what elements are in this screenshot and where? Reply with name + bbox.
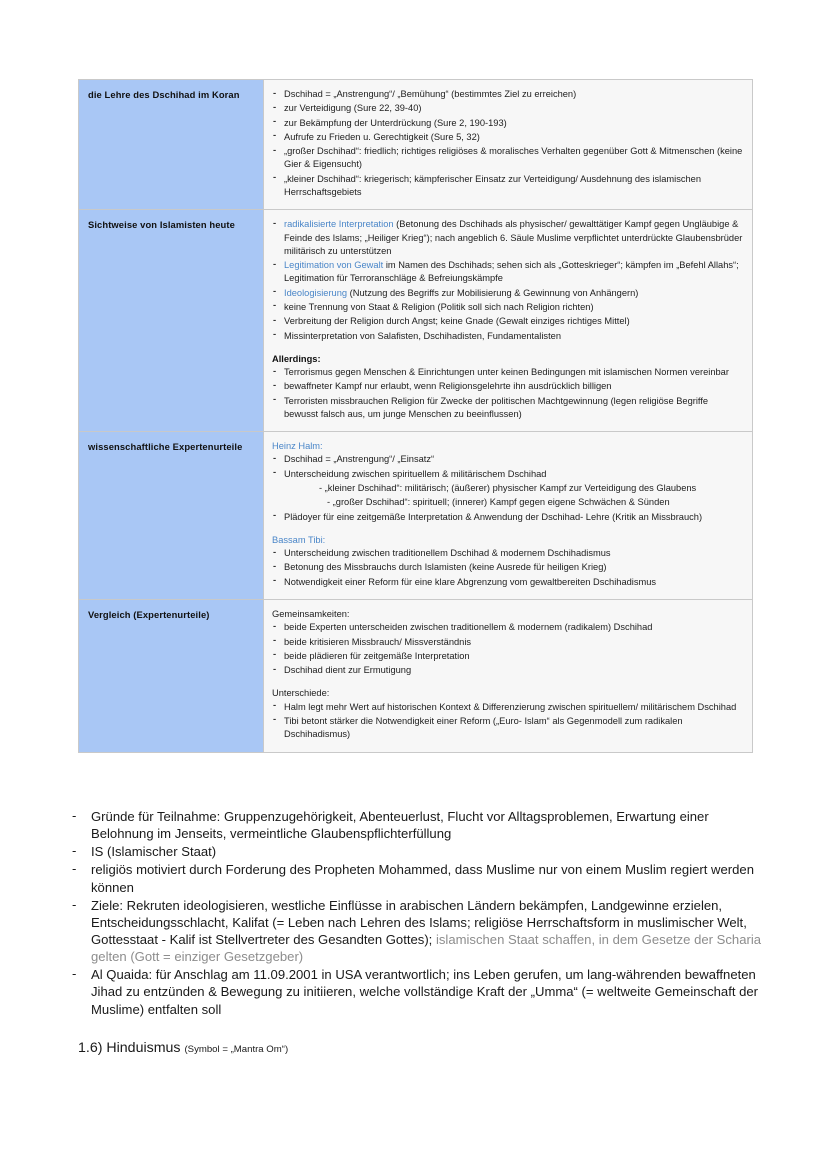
block-spacer xyxy=(272,678,743,687)
bullet-item xyxy=(272,287,743,300)
bullet-item: - zur Bekämpfung der Unterdrückung (Sure 2, 190-193) xyxy=(272,117,743,130)
bullet-list xyxy=(272,511,743,524)
bullet-list xyxy=(272,453,743,481)
note-item xyxy=(66,808,766,842)
bullet-list xyxy=(272,366,743,421)
bullet-item: - „kleiner Dschihad“: kriegerisch; kämpferischer Einsatz zur Verteidigung/ Ausdehnung des islamischen Herrschaftsgebiets xyxy=(272,173,743,200)
bullet-text: (Nutzung des Begriffs zur Mobilisierung & Gewinnung von Anhängern) xyxy=(347,287,639,298)
expert-name-heading: Bassam Tibi: xyxy=(272,534,326,545)
expert-name-heading: Heinz Halm: xyxy=(272,441,323,452)
sub-heading: Unterschiede: xyxy=(272,688,330,699)
row-label: Vergleich (Expertenurteile) xyxy=(79,600,264,753)
bullet-item: - Notwendigkeit einer Reform für eine klare Abgrenzung vom gewaltbereiten Dschihadismus xyxy=(272,576,743,589)
row-content xyxy=(264,600,753,753)
bullet-item: - Tibi betont stärker die Notwendigkeit einer Reform („Euro- Islam“ als Gegenmodell zum radikalen Dschihadismus) xyxy=(272,715,743,742)
bullet-item xyxy=(272,218,743,258)
table-row xyxy=(79,210,753,432)
note-text-secondary: islamischen Staat schaffen, in dem Gesetze der Scharia gelten (Gott = einziger Gesetzgeber) xyxy=(91,931,762,965)
bullet-item: - keine Trennung von Staat & Religion (Politik soll sich nach Religion richten) xyxy=(272,301,743,314)
bullet-list xyxy=(272,547,743,589)
block-spacer xyxy=(272,344,743,353)
table-body xyxy=(79,80,753,753)
bullet-item: - Dschihad = „Anstrengung“/ „Bemühung“ (bestimmtes Ziel zu erreichen) xyxy=(272,88,743,101)
sub-bullet-item: - „großer Dschihad“: spirituell; (innerer) Kampf gegen eigene Schwächen & Sünden xyxy=(327,497,670,508)
bullet-item: - Verbreitung der Religion durch Angst; keine Gnade (Gewalt einziges richtiges Mittel) xyxy=(272,315,743,328)
bullet-item: - Betonung des Missbrauchs durch Islamisten (keine Ausrede für heiligen Krieg) xyxy=(272,561,743,574)
row-content xyxy=(264,80,753,210)
bullet-item: - Dschihad = „Anstrengung“/ „Einsatz“ xyxy=(272,453,743,466)
note-text: Gründe für Teilnahme: Gruppenzugehörigkeit, Abenteuerlust, Flucht vor Alltagsproblemen, Erwartung einer Belohnung im Jenseits, vermeintliche Glaubenspflichterfüllung xyxy=(91,809,709,842)
sub-heading: Allerdings: xyxy=(272,353,321,364)
row-label: wissenschaftliche Expertenurteile xyxy=(79,432,264,600)
bullet-item: - beide kritisieren Missbrauch/ Missverständnis xyxy=(272,636,743,649)
bullet-item: - Unterscheidung zwischen spirituellem & militärischem Dschihad xyxy=(272,468,743,481)
bullet-item: - Unterscheidung zwischen traditionellem Dschihad & modernem Dschihadismus xyxy=(272,547,743,560)
row-content xyxy=(264,210,753,432)
note-text: Ziele: Rekruten ideologisieren, westliche Einflüsse in arabischen Ländern bekämpfen, Landgewinne erzielen, Entscheidungsschlacht, Kalifat (= Leben nach Lehren des Islams; religiöse Herrschaftsform in muslimischer Welt, Gottesstaat - Kalif ist Stellvertreter des Gesandten Gottes); xyxy=(91,897,747,947)
note-text: religiös motiviert durch Forderung des Propheten Mohammed, dass Muslime nur von einem Muslim regiert werden können xyxy=(91,862,754,895)
row-content xyxy=(264,432,753,600)
bullet-text: (Betonung des Dschihads als physischer/ gewalttätiger Kampf gegen Ungläubige & Feinde des Islams; „Heiliger Krieg“); nach angeblich 6. Säule Muslime verpflichtet unterdrückte Glaubensbrüder militärisch zu unterstützen xyxy=(284,219,743,256)
note-item xyxy=(66,897,766,966)
bullet-list xyxy=(272,701,743,742)
bullet-item: - Terroristen missbrauchen Religion für Zwecke der politischen Machtgewinnung (legen religiöse Begriffe bewusst falsch aus, um junge Menschen zu beeinflussen) xyxy=(272,395,743,422)
bullet-item: - Aufrufe zu Frieden u. Gerechtigkeit (Sure 5, 32) xyxy=(272,131,743,144)
notes-list xyxy=(66,808,766,1019)
bullet-item: - „großer Dschihad“: friedlich; richtiges religiöses & moralisches Verhalten gegenüber Gott & Mitmenschen (keine Gier & Eigensucht) xyxy=(272,145,743,172)
table-row xyxy=(79,600,753,753)
note-item xyxy=(66,966,766,1017)
section-heading-text: 1.6) Hinduismus xyxy=(78,1040,181,1056)
section-heading-subtitle: (Symbol = „Mantra Om“) xyxy=(184,1044,289,1055)
table-row xyxy=(79,432,753,600)
dschihad-table xyxy=(78,79,753,753)
sub-heading: Gemeinsamkeiten: xyxy=(272,609,350,619)
note-text: IS (Islamischer Staat) xyxy=(91,844,217,860)
bullet-item: - beide plädieren für zeitgemäße Interpretation xyxy=(272,650,743,663)
bullet-item: - beide Experten unterscheiden zwischen traditionellem & modernem (radikalem) Dschihad xyxy=(272,621,743,634)
accent-term: radikalisierte Interpretation xyxy=(284,219,394,230)
section-heading-hinduismus xyxy=(78,1040,288,1056)
bullet-list xyxy=(272,88,743,199)
bullet-item: - Dschihad dient zur Ermutigung xyxy=(272,664,743,677)
row-label: Sichtweise von Islamisten heute xyxy=(79,210,264,432)
bullet-list xyxy=(272,621,743,677)
sub-bullet-item: - „kleiner Dschihad“: militärisch; (äußerer) physischer Kampf zur Verteidigung des Glaubens xyxy=(319,483,697,494)
bullet-item: - Missinterpretation von Salafisten, Dschihadisten, Fundamentalisten xyxy=(272,330,743,343)
block-spacer xyxy=(272,525,743,534)
row-label: die Lehre des Dschihad im Koran xyxy=(79,80,264,210)
note-item xyxy=(66,843,766,860)
bullet-item: - bewaffneter Kampf nur erlaubt, wenn Religionsgelehrte ihn ausdrücklich billigen xyxy=(272,380,743,393)
note-text: Al Quaida: für Anschlag am 11.09.2001 in USA verantwortlich; ins Leben gerufen, um lang-währenden bewaffneten Jihad zu entzünden & Bewegung zu initiieren, welche vollständige Kraft der „Umma“ (= weltweite Gemeinschaft der Muslime) entfalten soll xyxy=(91,967,759,1017)
bullet-list xyxy=(272,218,743,343)
bullet-item: - zur Verteidigung (Sure 22, 39-40) xyxy=(272,102,743,115)
bullet-text: im Namen des Dschihads; sehen sich als „Gotteskrieger“; kämpfen im „Befehl Allahs“; Legitimation für Terroranschläge & Befreiungskämpfe xyxy=(284,260,739,284)
notes-bullet-list xyxy=(66,808,766,1018)
note-item xyxy=(66,861,766,895)
bullet-item: - Terrorismus gegen Menschen & Einrichtungen unter keinen Bedingungen mit islamischen Normen vereinbar xyxy=(272,366,743,379)
bullet-item: - Halm legt mehr Wert auf historischen Kontext & Differenzierung zwischen spirituellem/ militärischem Dschihad xyxy=(272,701,743,714)
bullet-item xyxy=(272,259,743,286)
bullet-item: - Plädoyer für eine zeitgemäße Interpretation & Anwendung der Dschihad- Lehre (Kritik an Missbrauch) xyxy=(272,511,743,524)
accent-term: Ideologisierung xyxy=(284,287,348,298)
accent-term: Legitimation von Gewalt xyxy=(284,260,384,271)
table-row xyxy=(79,80,753,210)
